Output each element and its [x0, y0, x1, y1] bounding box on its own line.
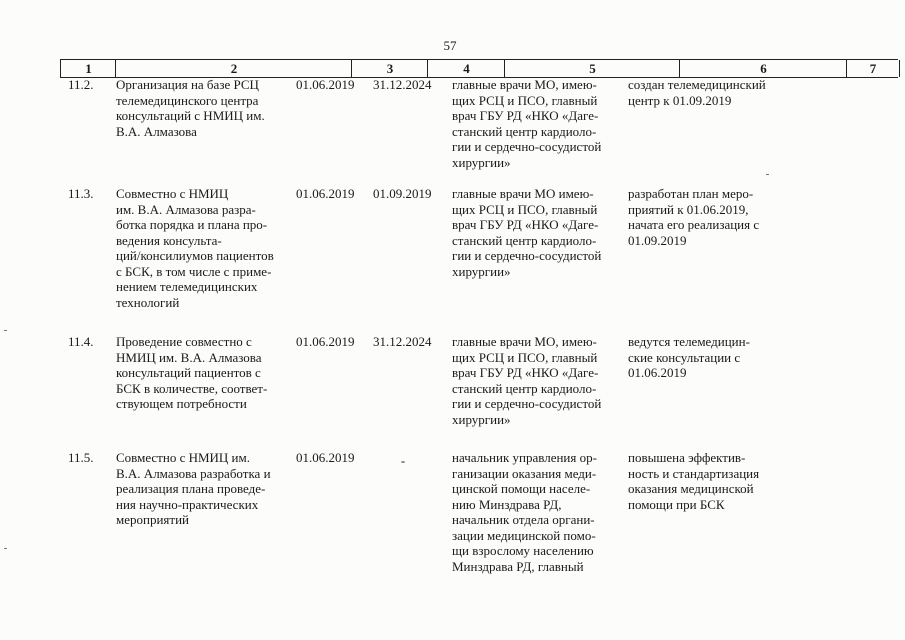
responsible — [452, 450, 618, 574]
responsible-line: врач ГБУ РД «НКО «Даге- — [452, 365, 599, 380]
responsible — [452, 334, 618, 427]
header-col-2: 2 — [115, 60, 352, 77]
responsible-line: главные врачи МО имею- — [452, 186, 594, 201]
item-number: 11.3. — [68, 186, 94, 201]
activity-name-line: ведения консульта- — [116, 232, 222, 248]
activity-name — [116, 186, 288, 310]
result-line: 01.06.2019 — [628, 365, 687, 380]
responsible-line: станский центр кардиоло- — [452, 380, 597, 396]
activity-name-line: Проведение совместно с — [116, 334, 252, 349]
activity-name-line: технологий — [116, 294, 180, 310]
activity-name-line: нением телемедицинских — [116, 279, 258, 294]
responsible-line: хирургии» — [452, 263, 511, 279]
responsible-line: гии и сердечно-сосудистой — [452, 139, 602, 154]
activity-name-line: Организация на базе РСЦ — [116, 77, 259, 92]
responsible-line: хирургии» — [452, 154, 511, 170]
result-line: помощи при БСК — [628, 496, 725, 512]
responsible-line: Минздрава РД, главный — [452, 558, 584, 574]
activity-name-line: ций/консилиумов пациентов — [116, 248, 274, 263]
responsible — [452, 186, 618, 279]
activity-name — [116, 450, 288, 528]
responsible-line: врач ГБУ РД «НКО «Даге- — [452, 108, 599, 123]
start-date: 01.06.2019 — [296, 334, 355, 349]
activity-name-line: консультаций с НМИЦ им. — [116, 108, 265, 123]
result-line: 01.09.2019 — [628, 232, 687, 248]
activity-name-line: БСК в количестве, соответ- — [116, 380, 268, 396]
responsible — [452, 77, 618, 170]
result — [628, 450, 780, 512]
result-line: оказания медицинской — [628, 481, 754, 496]
result-line: создан телемедицинский — [628, 77, 766, 92]
responsible-line: цинской помощи населе- — [452, 481, 591, 496]
activity-name-line: телемедицинского центра — [116, 92, 259, 108]
result-line: начата его реализация с — [628, 217, 760, 232]
end-date: 01.09.2019 — [373, 186, 432, 201]
responsible-line: врач ГБУ РД «НКО «Даге- — [452, 217, 599, 232]
responsible-line: щих РСЦ и ПСО, главный — [452, 349, 598, 365]
responsible-line: главные врачи МО, имею- — [452, 77, 597, 92]
header-col-1: 1 — [60, 60, 116, 77]
result-line: разработан план меро- — [628, 186, 754, 201]
activity-name-line: ствующем потребности — [116, 396, 247, 411]
activity-name-line: В.А. Алмазова разработка и — [116, 465, 271, 481]
result — [628, 186, 780, 248]
responsible-line: щих РСЦ и ПСО, главный — [452, 92, 598, 108]
end-date: 31.12.2024 — [373, 334, 432, 349]
activity-name-line: мероприятий — [116, 512, 189, 527]
header-col-3: 3 — [351, 60, 428, 77]
result-line: центр к 01.09.2019 — [628, 92, 732, 108]
responsible-line: хирургии» — [452, 411, 511, 427]
item-number: 11.4. — [68, 334, 94, 349]
item-number: 11.5. — [68, 450, 94, 465]
end-date: - — [400, 453, 406, 468]
responsible-line: ганизации оказания меди- — [452, 465, 597, 481]
activity-name-line: Совместно с НМИЦ им. — [116, 450, 250, 465]
activity-name-line: им. В.А. Алмазова разра- — [116, 201, 256, 217]
responsible-line: зации медицинской помо- — [452, 527, 596, 543]
responsible-line: начальник управления ор- — [452, 450, 597, 465]
responsible-line: щи взрослому населению — [452, 543, 594, 558]
start-date: 01.06.2019 — [296, 77, 355, 92]
activity-name — [116, 77, 288, 139]
table-header — [60, 59, 898, 78]
activity-name-line: Совместно с НМИЦ — [116, 186, 229, 201]
header-col-4: 4 — [427, 60, 505, 77]
responsible-line: гии и сердечно-сосудистой — [452, 396, 602, 411]
activity-name-line: НМИЦ им. В.А. Алмазова — [116, 349, 262, 365]
activity-name-line: В.А. Алмазова — [116, 123, 197, 139]
result-line: ские консультации с — [628, 349, 741, 365]
result-line: ность и стандартизация — [628, 465, 760, 481]
result-line: ведутся телемедицин- — [628, 334, 750, 349]
activity-name-line: консультаций пациентов с — [116, 365, 261, 380]
header-col-5: 5 — [504, 60, 680, 77]
end-date: 31.12.2024 — [373, 77, 432, 92]
responsible-line: станский центр кардиоло- — [452, 232, 597, 248]
responsible-line: станский центр кардиоло- — [452, 123, 597, 139]
result-line: приятий к 01.06.2019, — [628, 201, 749, 217]
activity-name — [116, 334, 288, 412]
header-col-7: 7 — [846, 60, 900, 77]
responsible-line: щих РСЦ и ПСО, главный — [452, 201, 598, 217]
activity-name-line: с БСК, в том числе с приме- — [116, 263, 272, 279]
start-date: 01.06.2019 — [296, 186, 355, 201]
responsible-line: начальник отдела органи- — [452, 512, 595, 527]
header-col-6: 6 — [679, 60, 847, 77]
start-date: 01.06.2019 — [296, 450, 355, 465]
item-number: 11.2. — [68, 77, 94, 92]
responsible-line: главные врачи МО, имею- — [452, 334, 597, 349]
responsible-line: гии и сердечно-сосудистой — [452, 248, 602, 263]
responsible-line: нию Минздрава РД, — [452, 496, 562, 512]
result-line: повышена эффектив- — [628, 450, 746, 465]
activity-name-line: ния научно-практических — [116, 496, 259, 512]
result — [628, 334, 780, 381]
result — [628, 77, 780, 108]
activity-name-line: реализация плана проведе- — [116, 481, 266, 496]
page-number: 57 — [443, 38, 457, 53]
activity-name-line: ботка порядка и плана про- — [116, 217, 268, 232]
